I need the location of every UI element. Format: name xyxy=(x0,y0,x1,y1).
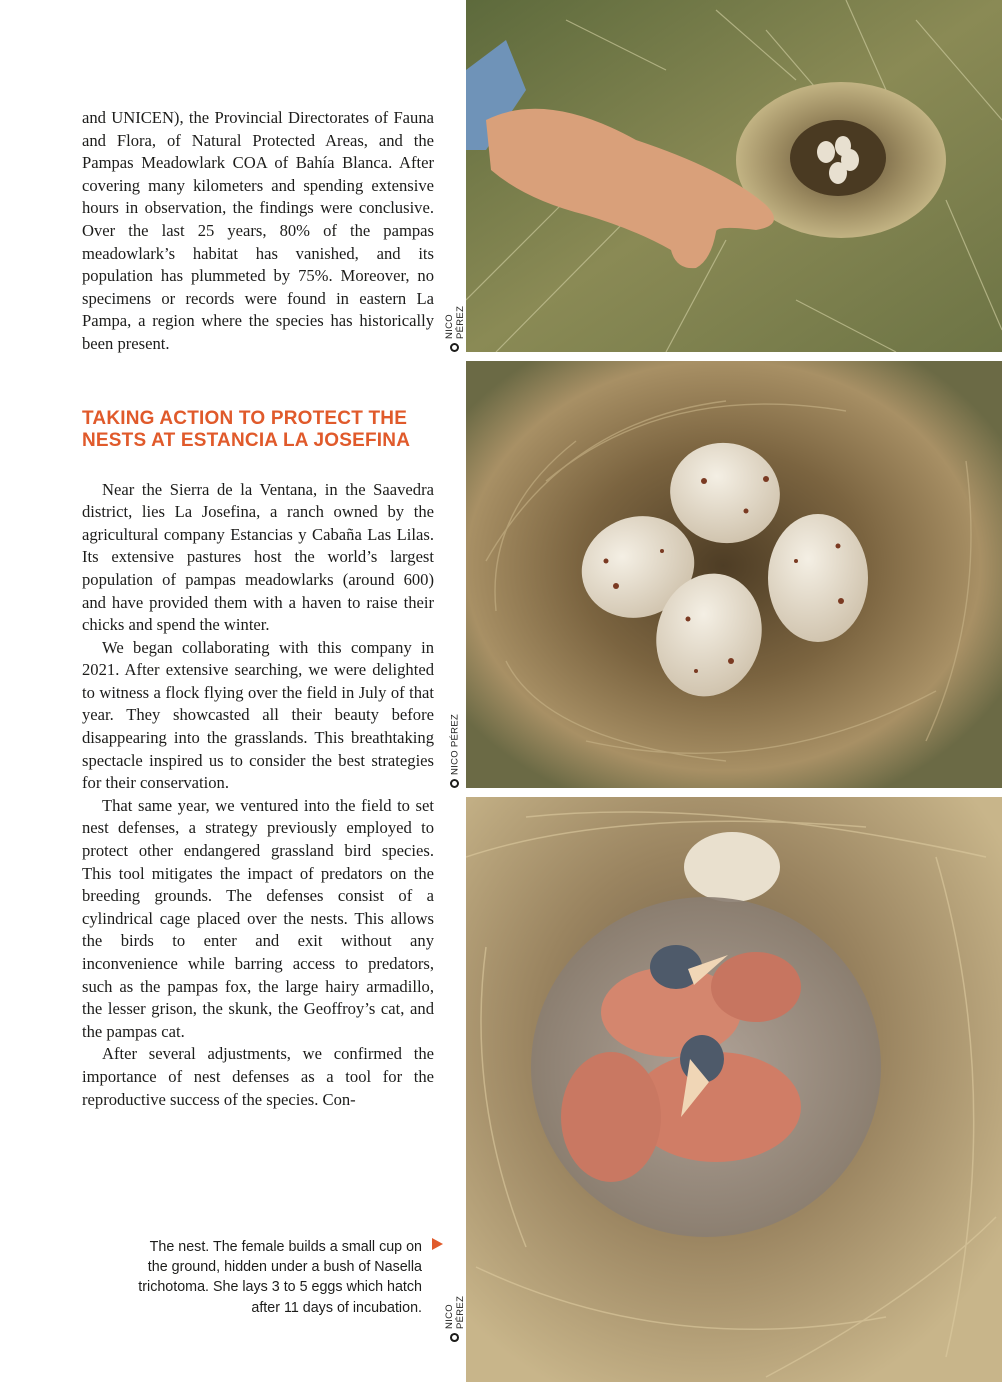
paragraph-3: That same year, we ventured into the field to set nest defenses, a strategy previously employed to protect other endangered grassland bird species. This tool mitigates the impact of predators on the breeding grounds. The defenses consist of a cylindrical cage placed over the nests. This allows the birds to enter and exit without any inconvenience while barring access to predators, such as the pampas fox, the large hairy armadillo, the lesser grison, the skunk, the Geoffroy’s cat, and the pampas cat. xyxy=(82,795,434,1041)
paragraph-2: We began collaborating with this company in 2021. After extensive searching, we were delighted to witness a flock flying over the field in July of that year. They showcasted all their beauty before disappearing into the grasslands. This breathtaking spectacle inspired us to consider the best strategies for their conservation. xyxy=(82,637,434,793)
camera-icon xyxy=(451,343,460,352)
paragraph-1: Near the Sierra de la Ventana, in the Saavedra district, lies La Josefina, a ranch owned by the agricultural company Estancias y Cabaña Las Lilas. Its extensive pastures host the world’s largest population of pampas meadowlarks (around 600) and have provided them with a haven to raise their chicks and spend the winter. xyxy=(82,479,434,635)
photo-chicks-nest xyxy=(466,797,1002,1382)
photo-credit-text: NICO PÉREZ xyxy=(444,305,466,340)
photo-credit-3 xyxy=(445,1270,465,1342)
photo-caption: The nest. The female builds a small cup on the ground, hidden under a bush of Nasella trichotoma. She lays 3 to 5 eggs which hatch after 11 days of incubation. xyxy=(138,1239,422,1316)
photo-credit-1 xyxy=(445,278,465,352)
paragraph-4: After several adjustments, we confirmed the importance of nest defenses as a tool for the reproductive success of the species. Con- xyxy=(82,1044,434,1109)
camera-icon xyxy=(451,779,460,788)
camera-icon xyxy=(451,1333,460,1342)
photo-credit-text: NICO PÉREZ xyxy=(444,1296,466,1330)
article-column xyxy=(82,107,434,1111)
photo-hand-nest xyxy=(466,0,1002,352)
paragraph-intro: and UNICEN), the Provincial Directorates of Fauna and Flora, of Natural Protected Areas, and the Pampas Meadowlark COA of Bahía Blanca. After covering many kilometers and spending extensive hours in observation, the findings were conclusive. Over the last 25 years, 80% of the pampas meadowlark’s habitat has vanished, and its population has plummeted by 75%. Moreover, no specimens or records were found in eastern La Pampa, a region where the species has historically been present. xyxy=(82,108,434,353)
photo-credit-2 xyxy=(445,710,465,788)
photo-credit-text: NICO PÉREZ xyxy=(449,713,461,775)
photo-eggs-nest xyxy=(466,361,1002,788)
section-heading: TAKING ACTION TO PROTECT THE NESTS AT ESTANCIA LA JOSEFINA xyxy=(82,407,411,452)
caption-arrow-icon xyxy=(432,1238,443,1250)
